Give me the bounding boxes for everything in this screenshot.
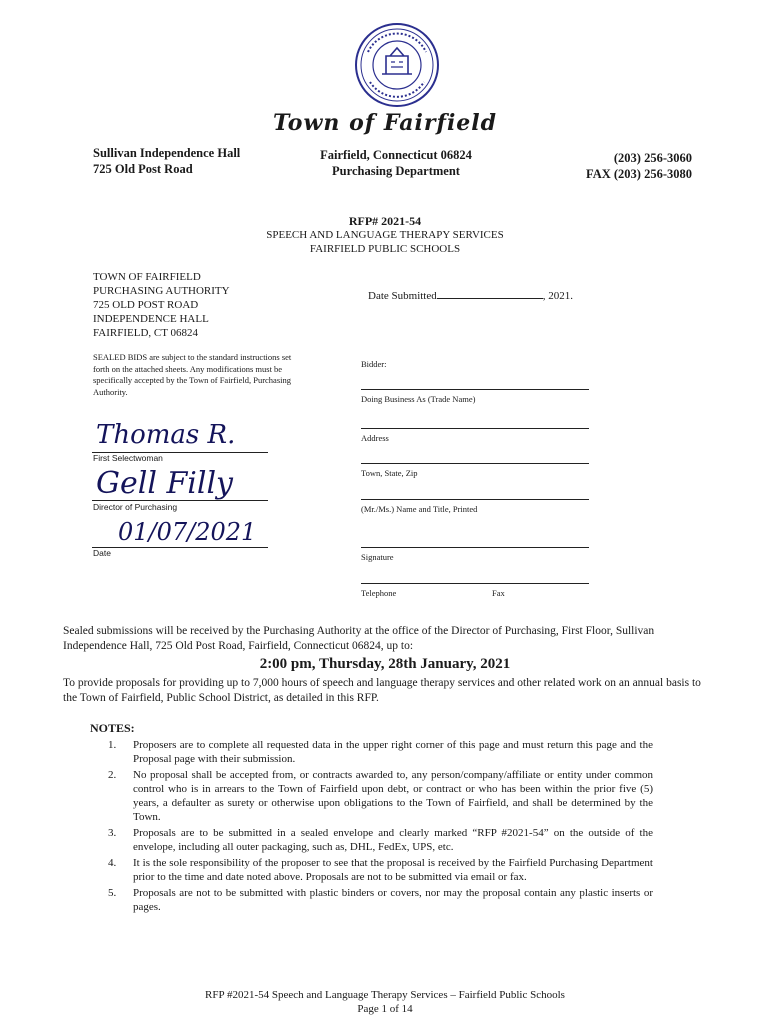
note-item: [108, 738, 653, 766]
rfp-title: SPEECH AND LANGUAGE THERAPY SERVICES: [266, 229, 504, 241]
note-number: 1.: [108, 739, 117, 751]
note-text: Proposers are to complete all requested data in the upper right corner of this page and must return this page and the Proposal page with their submission.: [133, 739, 653, 765]
note-number: 2.: [108, 769, 117, 781]
name-title-line: [361, 499, 589, 500]
footer-title: RFP #2021-54 Speech and Language Therapy Services – Fairfield Public Schools: [205, 989, 565, 1001]
director-line: [92, 500, 268, 501]
letterhead-right: [586, 150, 692, 182]
fax-number: FAX (203) 256-3080: [586, 167, 692, 181]
address-line: [361, 428, 589, 429]
submission-intro: Sealed submissions will be received by the Purchasing Authority at the office of the Director of Purchasing, First Floor, Sullivan Independence Hall, 725 Old Post Road, Fairfield, Connecticut 06824, up to:: [63, 625, 655, 652]
date-submitted-label: Date Submitted: [368, 290, 437, 302]
notes-heading: NOTES:: [90, 721, 135, 735]
signature-line: [361, 547, 589, 548]
sealed-bids-note: SEALED BIDS are subject to the standard instructions set forth on the attached sheets. Any modifications must be specifically accepted by the Town of Fairfield, Purchasing Authority.: [93, 352, 292, 397]
town-state-zip-field[interactable]: [361, 463, 589, 478]
letterhead-left: [93, 145, 240, 177]
hall-address: 725 Old Post Road: [93, 162, 193, 176]
bidder-label: Bidder:: [361, 359, 387, 369]
date-submitted-year: , 2021.: [542, 290, 573, 302]
name-title-label: (Mr./Ms.) Name and Title, Printed: [361, 504, 478, 514]
telephone-label: Telephone: [361, 588, 397, 598]
note-item: [108, 768, 653, 824]
submission-purpose: To provide proposals for providing up to 7,000 hours of speech and language therapy services and other related work on an annual basis to the Town of Fairfield, Public School District, as detailed in this RFP.: [63, 677, 701, 704]
address-field[interactable]: [361, 428, 589, 443]
rfp-entity: FAIRFIELD PUBLIC SCHOOLS: [309, 243, 461, 255]
hall-name: Sullivan Independence Hall: [93, 146, 241, 160]
department-line: Purchasing Department: [332, 164, 460, 178]
submission-deadline: 2:00 pm, Thursday, 28th January, 2021: [259, 656, 511, 672]
letterhead-center: [296, 147, 496, 179]
note-item: [108, 856, 653, 884]
rfp-number: RFP# 2021-54: [348, 214, 422, 228]
dba-field[interactable]: [361, 389, 589, 404]
authority-line: FAIRFIELD, CT 06824: [93, 327, 199, 339]
notes-list: [108, 738, 653, 916]
phone-number: (203) 256-3060: [613, 151, 692, 165]
note-text: It is the sole responsibility of the proposer to see that the proposal is received by the Fairfield Purchasing Department prior to the time and date noted above. Proposals are not to be submitted via email or fax.: [133, 857, 653, 883]
first-selectwoman-signature: Thomas R.: [96, 420, 236, 450]
signature-label: Signature: [361, 552, 394, 562]
note-text: No proposal shall be accepted from, or contracts awarded to, any person/company/affiliate or entity under common control who is in arrears to the Town of Fairfield upon debt, or contract or who has been within the prior five (5) years, a defaulter as surety or otherwise upon obligations to the Town of Fairfield, and shall be determined by the Town.: [133, 769, 653, 823]
note-number: 5.: [108, 887, 117, 899]
town-title: Town of Fairfield: [272, 110, 498, 136]
page-number: Page 1 of 14: [357, 1003, 413, 1015]
address-label: Address: [361, 433, 389, 443]
date-line: [92, 547, 268, 548]
note-number: 4.: [108, 857, 117, 869]
telephone-fax-labels: [361, 588, 589, 598]
authority-line: PURCHASING AUTHORITY: [93, 285, 230, 297]
telephone-fax-line: [361, 583, 589, 584]
date-label: Date: [93, 548, 111, 558]
note-text: Proposals are to be submitted in a sealed envelope and clearly marked “RFP #2021-54” on the outside of the envelope, including all outer packaging, such as, DHL, FedEx, UPS, etc.: [133, 827, 653, 853]
town-state-zip-label: Town, State, Zip: [361, 468, 418, 478]
signature-field[interactable]: [361, 547, 589, 562]
authority-line: 725 OLD POST ROAD: [93, 299, 199, 311]
first-selectwoman-label: First Selectwoman: [93, 453, 163, 463]
page-footer: [0, 988, 770, 1016]
telephone-fax-field[interactable]: [361, 583, 589, 598]
dba-line: [361, 389, 589, 390]
note-text: Proposals are not to be submitted with plastic binders or covers, nor may the proposal contain any plastic inserts or pages.: [133, 887, 653, 913]
dba-label: Doing Business As (Trade Name): [361, 394, 476, 404]
bidder-field: [361, 359, 589, 369]
name-title-field[interactable]: [361, 499, 589, 514]
city-line: Fairfield, Connecticut 06824: [320, 148, 472, 162]
note-item: [108, 826, 653, 854]
town-seal-icon: [354, 22, 440, 108]
authority-address: [93, 270, 230, 340]
fax-label: Fax: [492, 588, 505, 598]
authority-line: INDEPENDENCE HALL: [93, 313, 209, 325]
date-submitted-row: [368, 288, 573, 302]
rfp-heading: [0, 214, 770, 256]
director-label: Director of Purchasing: [93, 502, 178, 512]
date-submitted-blank[interactable]: [437, 288, 543, 299]
handwritten-date: 01/07/2021: [118, 518, 257, 546]
authority-line: TOWN OF FAIRFIELD: [93, 271, 201, 283]
director-signature: Gell Filly: [96, 466, 233, 501]
town-state-zip-line: [361, 463, 589, 464]
note-number: 3.: [108, 827, 117, 839]
note-item: [108, 886, 653, 914]
